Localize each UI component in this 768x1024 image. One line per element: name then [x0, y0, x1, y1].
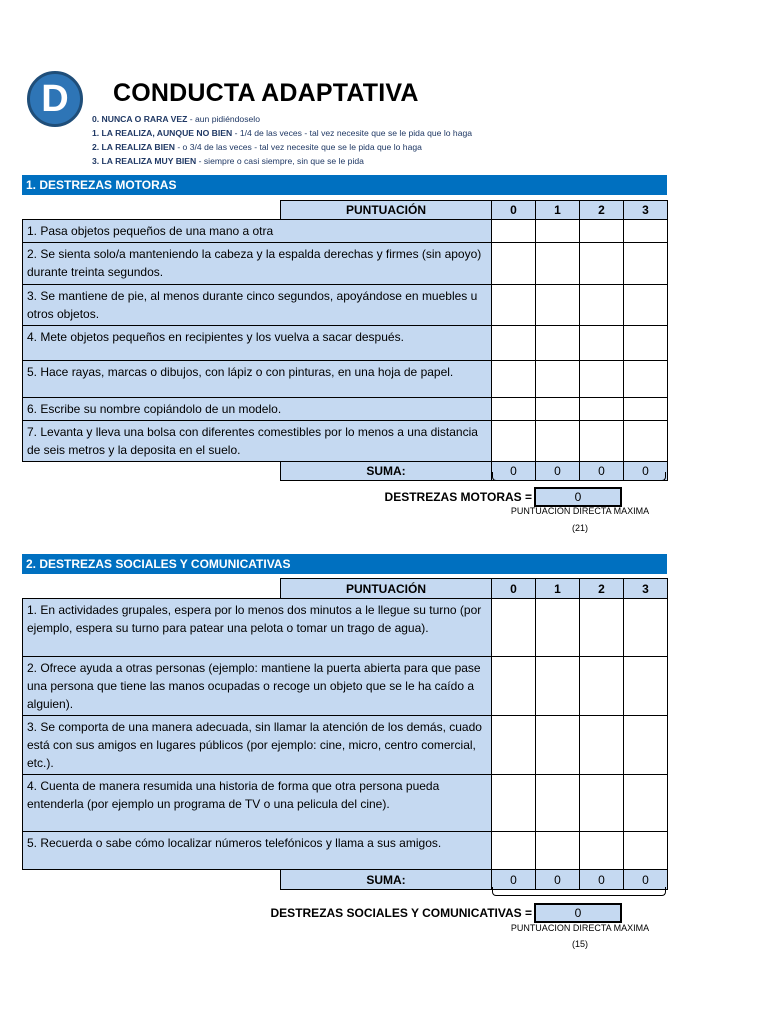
- score-cell[interactable]: [580, 657, 624, 716]
- score-cell[interactable]: [624, 716, 668, 775]
- score-cell[interactable]: [624, 220, 668, 243]
- score-cell[interactable]: [492, 361, 536, 398]
- table-header-row: [23, 201, 668, 220]
- item-text: 4. Cuenta de manera resumida una historia de forma que otra persona pueda entenderla (por ejemplo un programa de TV o una pelicula del cine).: [23, 775, 492, 832]
- table-row: [23, 716, 668, 775]
- legend-item: [92, 154, 472, 168]
- table-row: [23, 398, 668, 421]
- score-col-0: 0: [492, 579, 536, 599]
- sum-label: SUMA:: [281, 462, 492, 481]
- score-cell[interactable]: [492, 716, 536, 775]
- table-row: [23, 361, 668, 398]
- score-cell[interactable]: [536, 657, 580, 716]
- total-value: 0: [534, 903, 622, 923]
- item-text: 5. Hace rayas, marcas o dibujos, con lápiz o con pinturas, en una hoja de papel.: [23, 361, 492, 398]
- score-cell[interactable]: [580, 285, 624, 326]
- score-cell[interactable]: [536, 832, 580, 870]
- sum-value: 0: [624, 462, 668, 481]
- table-row: [23, 326, 668, 361]
- section-header-sociales: 2. DESTREZAS SOCIALES Y COMUNICATIVAS: [22, 554, 667, 574]
- score-cell[interactable]: [624, 361, 668, 398]
- sum-value: 0: [624, 870, 668, 890]
- score-legend: [92, 112, 472, 168]
- score-cell[interactable]: [536, 285, 580, 326]
- section-badge: [27, 71, 83, 127]
- score-cell[interactable]: [580, 243, 624, 285]
- table-header-row: [23, 579, 668, 599]
- badge-letter: D: [41, 77, 69, 120]
- score-col-1: 1: [536, 201, 580, 220]
- score-cell[interactable]: [492, 326, 536, 361]
- table-row: [23, 657, 668, 716]
- score-cell[interactable]: [536, 716, 580, 775]
- score-cell[interactable]: [624, 599, 668, 657]
- sum-value: 0: [492, 870, 536, 890]
- score-col-3: 3: [624, 201, 668, 220]
- table-row: [23, 285, 668, 326]
- total-label: DESTREZAS MOTORAS =: [384, 490, 532, 504]
- item-text: 4. Mete objetos pequeños en recipientes y los vuelva a sacar después.: [23, 326, 492, 361]
- score-cell[interactable]: [624, 657, 668, 716]
- score-cell[interactable]: [580, 599, 624, 657]
- legend-text: - siempre o casi siempre, sin que se le pida: [198, 156, 364, 166]
- item-text: 1. En actividades grupales, espera por lo menos dos minutos a le llegue su turno (por ejemplo, espera su turno para patear una pelota o tomar un trago de agua).: [23, 599, 492, 657]
- score-cell[interactable]: [536, 775, 580, 832]
- score-cell[interactable]: [580, 716, 624, 775]
- item-text: 7. Levanta y lleva una bolsa con diferentes comestibles por lo menos a una distancia de seis metros y la deposita en el suelo.: [23, 421, 492, 462]
- table-row: [23, 599, 668, 657]
- legend-code: 2. LA REALIZA BIEN: [92, 142, 175, 152]
- score-cell[interactable]: [536, 421, 580, 462]
- score-col-1: 1: [536, 579, 580, 599]
- score-cell[interactable]: [580, 832, 624, 870]
- total-label: DESTREZAS SOCIALES Y COMUNICATIVAS =: [270, 906, 532, 920]
- max-score-value: (15): [571, 939, 588, 949]
- score-cell[interactable]: [580, 326, 624, 361]
- score-col-0: 0: [492, 201, 536, 220]
- sum-bracket: [492, 472, 666, 481]
- score-cell[interactable]: [624, 285, 668, 326]
- score-cell[interactable]: [536, 243, 580, 285]
- score-cell[interactable]: [536, 220, 580, 243]
- score-cell[interactable]: [624, 243, 668, 285]
- legend-text: - o 3/4 de las veces - tal vez necesite que se le pida que lo haga: [177, 142, 422, 152]
- item-text: 6. Escribe su nombre copiándolo de un modelo.: [23, 398, 492, 421]
- score-cell[interactable]: [624, 775, 668, 832]
- score-cell[interactable]: [492, 398, 536, 421]
- score-col-2: 2: [580, 201, 624, 220]
- score-col-3: 3: [624, 579, 668, 599]
- legend-item: [92, 126, 472, 140]
- score-cell[interactable]: [492, 285, 536, 326]
- score-cell[interactable]: [580, 775, 624, 832]
- legend-item: [92, 112, 472, 126]
- page-title: CONDUCTA ADAPTATIVA: [113, 79, 419, 107]
- score-cell[interactable]: [492, 775, 536, 832]
- score-cell[interactable]: [580, 421, 624, 462]
- motoras-table: [22, 200, 668, 481]
- score-cell[interactable]: [536, 361, 580, 398]
- section-header-motoras: 1. DESTREZAS MOTORAS: [22, 175, 667, 195]
- legend-code: 1. LA REALIZA, AUNQUE NO BIEN: [92, 128, 233, 138]
- item-text: 1. Pasa objetos pequeños de una mano a otra: [23, 220, 492, 243]
- score-cell[interactable]: [580, 398, 624, 421]
- score-cell[interactable]: [492, 832, 536, 870]
- max-score-label: PUNTUACION DIRECTA MAXIMA: [510, 506, 650, 516]
- table-row: [23, 775, 668, 832]
- score-cell[interactable]: [536, 398, 580, 421]
- legend-code: 0. NUNCA O RARA VEZ: [92, 114, 188, 124]
- item-text: 2. Se sienta solo/a manteniendo la cabeza y la espalda derechas y firmes (sin apoyo) durante treinta segundos.: [23, 243, 492, 285]
- total-value: 0: [534, 487, 622, 507]
- legend-item: [92, 140, 472, 154]
- score-cell[interactable]: [492, 243, 536, 285]
- sum-value: 0: [580, 462, 624, 481]
- score-cell[interactable]: [492, 599, 536, 657]
- table-row: [23, 832, 668, 870]
- max-score-value: (21): [571, 523, 588, 533]
- sum-label: SUMA:: [281, 870, 492, 890]
- item-text: 2. Ofrece ayuda a otras personas (ejemplo: mantiene la puerta abierta para que pase una persona que tiene las manos ocupadas o recoge un objeto que se le ha caído a alguien).: [23, 657, 492, 716]
- max-score-label: PUNTUACION DIRECTA MAXIMA: [510, 923, 650, 933]
- score-cell[interactable]: [492, 220, 536, 243]
- score-cell[interactable]: [624, 832, 668, 870]
- sum-value: 0: [492, 462, 536, 481]
- score-cell[interactable]: [492, 421, 536, 462]
- score-cell[interactable]: [624, 398, 668, 421]
- score-cell[interactable]: [624, 326, 668, 361]
- score-cell[interactable]: [536, 599, 580, 657]
- table-row: [23, 421, 668, 462]
- score-cell[interactable]: [536, 326, 580, 361]
- item-text: 3. Se mantiene de pie, al menos durante cinco segundos, apoyándose en muebles u otros objetos.: [23, 285, 492, 326]
- sociales-table: [22, 578, 668, 890]
- legend-text: - 1/4 de las veces - tal vez necesite que se le pida que lo haga: [234, 128, 473, 138]
- score-cell[interactable]: [580, 220, 624, 243]
- legend-code: 3. LA REALIZA MUY BIEN: [92, 156, 197, 166]
- score-cell[interactable]: [624, 421, 668, 462]
- table-row: [23, 220, 668, 243]
- score-header: PUNTUACIÓN: [281, 201, 492, 220]
- sum-bracket: [492, 887, 666, 896]
- score-cell[interactable]: [580, 361, 624, 398]
- sum-value: 0: [580, 870, 624, 890]
- score-header: PUNTUACIÓN: [281, 579, 492, 599]
- item-text: 3. Se comporta de una manera adecuada, sin llamar la atención de los demás, cuado está con sus amigos en lugares públicos (por ejemplo: cine, micro, centro comercial, etc.).: [23, 716, 492, 775]
- sum-value: 0: [536, 870, 580, 890]
- item-text: 5. Recuerda o sabe cómo localizar números telefónicos y llama a sus amigos.: [23, 832, 492, 870]
- score-col-2: 2: [580, 579, 624, 599]
- sum-value: 0: [536, 462, 580, 481]
- score-cell[interactable]: [492, 657, 536, 716]
- legend-text: - aun pidiéndoselo: [189, 114, 260, 124]
- table-row: [23, 243, 668, 285]
